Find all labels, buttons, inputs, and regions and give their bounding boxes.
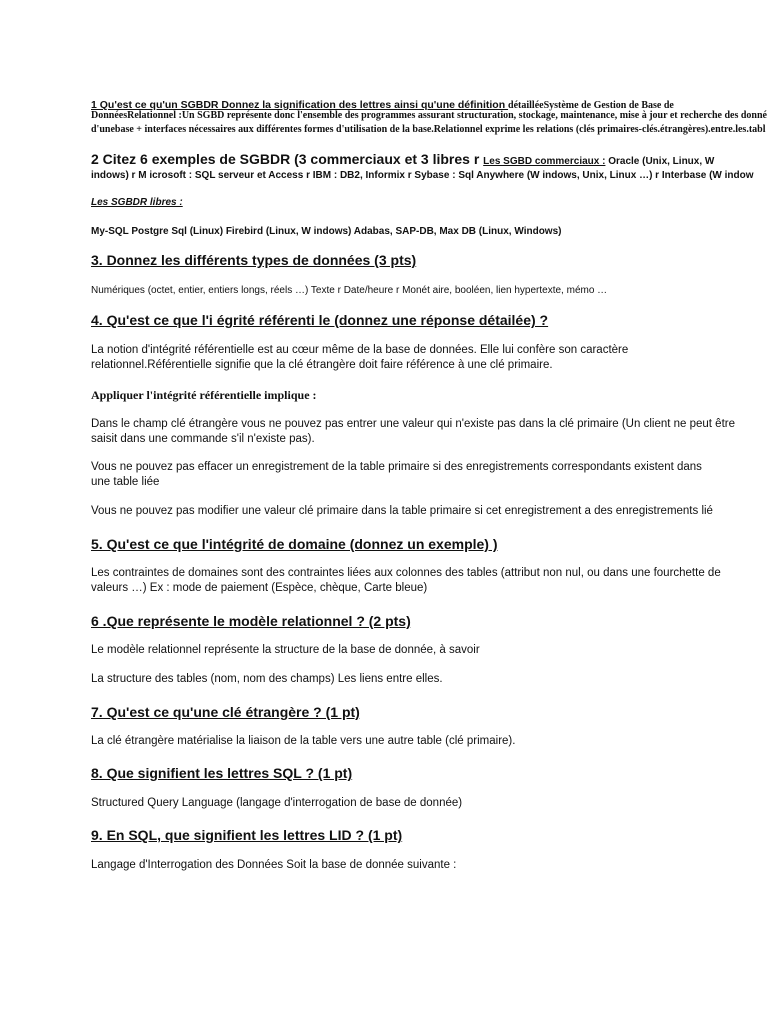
q2-question: 2 Citez 6 exemples de SGBDR (3 commerciaux et 3 libres r <box>91 151 484 167</box>
q2-commercial-line-2: indows) r M icrosoft : SQL serveur et Access r IBM : DB2, Informix r Sybase : Sql Anywhere (W indows, Unix, Linux …) r Interbase (W indow <box>91 170 754 181</box>
q1-answer-line-2: DonnéesRelationnel :Un SGBD représente donc l'ensemble des programmes assurant structuration, stockage, maintenance, mise à jour et recherche des donné <box>91 110 767 121</box>
q2-free-label: Les SGBDR libres : <box>91 197 183 208</box>
q9-question: 9. En SQL, que signifient les lettres LID ? (1 pt) <box>91 827 403 843</box>
q3-answer: Numériques (octet, entier, entiers longs, réels …) Texte r Date/heure r Monét aire, booléen, lien hypertexte, mémo … <box>91 285 608 296</box>
q8-question: 8. Que signifient les lettres SQL ? (1 pt) <box>91 765 353 781</box>
q2-line-1 <box>91 151 714 169</box>
q3-question: 3. Donnez les différents types de données (3 pts) <box>91 252 417 268</box>
q4-subheading: Appliquer l'intégrité référentielle implique : <box>91 388 317 402</box>
q2-commercial-label: Les SGBD commerciaux : <box>483 156 606 167</box>
q7-answer: La clé étrangère matérialise la liaison de la table vers une autre table (clé primaire). <box>91 735 516 747</box>
q5-line-1: Les contraintes de domaines sont des contraintes liées aux colonnes des tables (attribut non nul, ou dans une fourchette de <box>91 567 721 579</box>
q4-p4-line-1: Vous ne pouvez pas modifier une valeur clé primaire dans la table primaire si cet enregistrement a des enregistrements lié <box>91 505 713 517</box>
q1-answer-start: détailléeSystème de Gestion de Base de <box>508 100 674 111</box>
q4-p3-line-1: Vous ne pouvez pas effacer un enregistrement de la table primaire si des enregistrements correspondants existent dans <box>91 461 702 473</box>
q4-p2-line-1: Dans le champ clé étrangère vous ne pouvez pas entrer une valeur qui n'existe pas dans la clé primaire (Un client ne peut être <box>91 418 735 430</box>
q4-p1-line-2: relationnel.Référentielle signifie que la clé étrangère doit faire référence à une clé primaire. <box>91 359 553 371</box>
q7-question: 7. Qu'est ce qu'une clé étrangère ? (1 pt) <box>91 704 360 720</box>
q9-answer: Langage d'Interrogation des Données Soit la base de donnée suivante : <box>91 859 457 871</box>
q1-question: 1 Qu'est ce qu'un SGBDR Donnez la signification des lettres ainsi qu'une définition <box>91 99 509 111</box>
q6-line-2: La structure des tables (nom, nom des champs) Les liens entre elles. <box>91 673 443 685</box>
q1-answer-line-3: d'unebase + interfaces nécessaires aux différentes formes d'utilisation de la base.Relationnel exprime les relations (clés primaires-clés.étrangères).entre.les.tabl <box>91 124 766 135</box>
q6-question: 6 .Que représente le modèle relationnel ? (2 pts) <box>91 613 411 629</box>
q8-answer: Structured Query Language (langage d'interrogation de base de donnée) <box>91 797 463 809</box>
q5-line-2: valeurs …) Ex : mode de paiement (Espèce, chèque, Carte bleue) <box>91 582 428 594</box>
q6-line-1: Le modèle relationnel représente la structure de la base de donnée, à savoir <box>91 644 480 656</box>
q2-commercial-line-1: Oracle (Unix, Linux, W <box>605 156 715 167</box>
q4-question: 4. Qu'est ce que l'i égrité référenti le (donnez une réponse détailée) ? <box>91 312 549 328</box>
q2-free-list: My-SQL Postgre Sql (Linux) Firebird (Linux, W indows) Adabas, SAP-DB, Max DB (Linux, Windows) <box>91 226 562 237</box>
q4-p2-line-2: saisit dans une commande s'il n'existe pas). <box>91 433 315 445</box>
q5-question: 5. Qu'est ce que l'intégrité de domaine (donnez un exemple) ) <box>91 536 498 552</box>
q4-p1-line-1: La notion d'intégrité référentielle est au cœur même de la base de données. Elle lui confère son caractère <box>91 344 629 356</box>
q4-p3-line-2: une table liée <box>91 476 160 488</box>
